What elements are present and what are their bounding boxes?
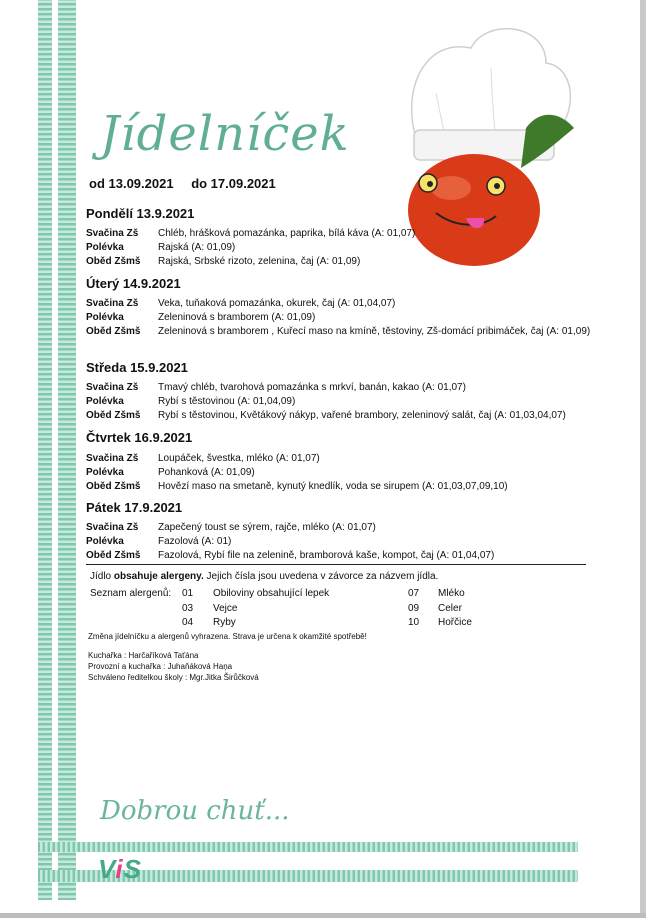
day-title: Středa 15.9.2021 [86,360,188,375]
allergen-note [90,571,438,582]
staff-line: Schváleno ředitelkou školy : Mgr.Jitka Širůčková [88,673,259,682]
meal-text: Rajská, Srbské rizoto, zelenina, čaj (A: 01,09) [158,256,361,267]
left-stripe-outer [38,0,52,900]
logo-letter: V [98,854,116,884]
meal-label: Oběd Zšmš [86,410,141,421]
meal-text: Chléb, hrášková pomazánka, paprika, bílá káva (A: 01,07) [158,228,416,239]
staff-line: Provozní a kuchařka : Juhaňáková Haņa [88,662,233,671]
day-title: Čtvrtek 16.9.2021 [86,430,193,445]
meal-label: Svačina Zš [86,382,139,393]
meal-text: Veka, tuňaková pomazánka, okurek, čaj (A: 01,04,07) [158,298,396,309]
meal-text: Hovězí maso na smetaně, kynutý knedlík, voda se sirupem (A: 01,03,07,09,10) [158,481,508,492]
date-from: od 13.09.2021 [89,176,174,191]
meal-text: Rybí s těstovinou (A: 01,04,09) [158,396,296,407]
logo-letter: i [115,854,124,884]
meal-label: Svačina Zš [86,453,139,464]
allergen-code: 04 [182,617,194,628]
bottom-stripe-top [38,842,578,852]
date-to: do 17.09.2021 [191,176,276,191]
meal-text: Rybí s těstovinou, Květákový nákyp, vařené brambory, zeleninový salát, čaj (A: 01,03,04,07) [158,410,566,421]
meal-text: Rajská (A: 01,09) [158,242,236,253]
allergen-name: Vejce [213,603,238,614]
meal-label: Svačina Zš [86,522,139,533]
allergen-name: Obiloviny obsahující lepek [213,588,330,599]
meal-text: Fazolová (A: 01) [158,536,232,547]
allergen-name: Celer [438,603,462,614]
meal-text: Pohanková (A: 01,09) [158,467,255,478]
meal-text: Zeleninová s bramborem (A: 01,09) [158,312,316,323]
allergen-name: Ryby [213,617,236,628]
meal-label: Polévka [86,312,124,323]
meal-label: Oběd Zšmš [86,326,141,337]
meal-text: Zapečený toust se sýrem, rajče, mléko (A: 01,07) [158,522,376,533]
allergen-note-prefix: Jídlo [90,571,112,582]
meal-label: Polévka [86,396,124,407]
date-range [89,176,290,191]
meal-label: Oběd Zšmš [86,481,141,492]
allergen-code: 10 [408,617,420,628]
allergen-code: 01 [182,588,194,599]
day-title: Pátek 17.9.2021 [86,500,183,515]
meal-label: Oběd Zšmš [86,550,141,561]
day-title: Úterý 14.9.2021 [86,276,181,291]
allergen-note-bold: obsahuje alergeny. [113,571,204,582]
left-stripe-inner [58,0,76,900]
page-title: Jídelníček [100,106,350,162]
allergen-note-rest: Jejich čísla jsou uvedena v závorce za názvem jídla. [206,571,439,582]
allergen-code: 09 [408,603,420,614]
allergen-code: 03 [182,603,194,614]
allergen-list-label: Seznam alergenů: [90,588,172,599]
allergen-name: Mléko [438,588,465,599]
change-note: Změna jídelníčku a alergenů vyhrazena. Strava je určena k okamžité spotřebě! [88,632,367,641]
meal-text: Fazolová, Rybí file na zelenině, bramborová kaše, kompot, čaj (A: 01,04,07) [158,550,495,561]
meal-text: Loupáček, švestka, mléko (A: 01,07) [158,453,320,464]
meal-text: Tmavý chléb, tvarohová pomazánka s mrkví, banán, kakao (A: 01,07) [158,382,466,393]
meal-label: Svačina Zš [86,298,139,309]
page-edge-bottom [0,913,646,918]
footer-wish: Dobrou chuť... [100,796,290,826]
day-title: Pondělí 13.9.2021 [86,206,195,221]
staff-line: Kuchařka : Harčaříková Taťána [88,651,199,660]
allergen-name: Hořčice [438,617,472,628]
meal-label: Oběd Zšmš [86,256,141,267]
meal-label: Polévka [86,536,124,547]
meal-label: Svačina Zš [86,228,139,239]
allergen-code: 07 [408,588,420,599]
meal-label: Polévka [86,242,124,253]
divider [86,564,586,565]
logo-letter: S [123,854,142,884]
meal-text: Zeleninová s bramborem , Kuřecí maso na kmíně, těstoviny, Zš-domácí pribimáček, čaj (A: 01,09) [158,326,591,337]
meal-label: Polévka [86,467,124,478]
vis-logo [98,854,142,885]
page-edge-right [640,0,646,918]
